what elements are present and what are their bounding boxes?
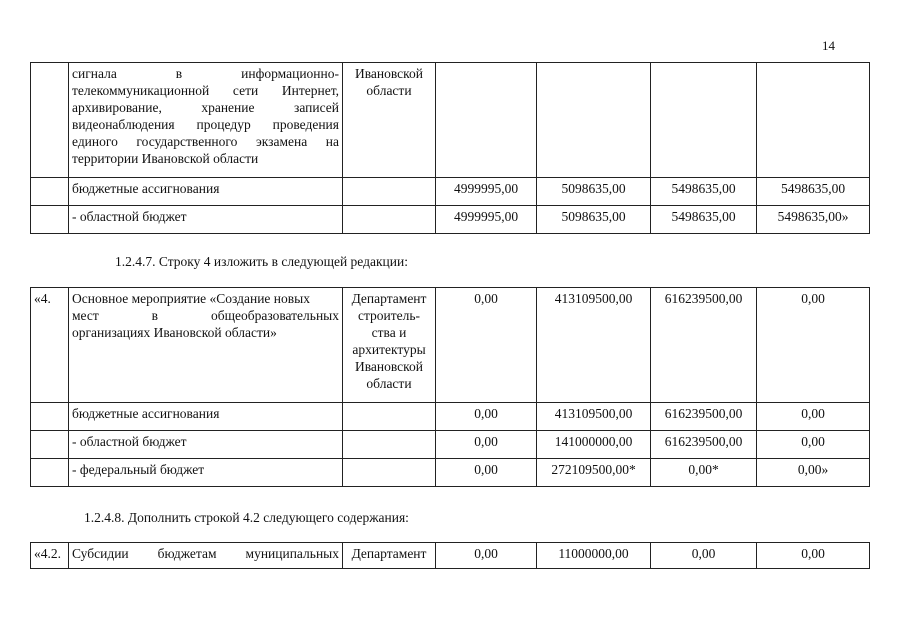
value-cell: 413109500,00 xyxy=(537,403,651,431)
value-cell: 5498635,00 xyxy=(757,178,870,206)
value-cell: 11000000,00 xyxy=(537,543,651,569)
table-row xyxy=(31,459,870,487)
value-cell: 0,00» xyxy=(757,459,870,487)
value-cell: 141000000,00 xyxy=(537,431,651,459)
table-row xyxy=(31,288,870,403)
value-cell: 5498635,00» xyxy=(757,206,870,234)
table-row xyxy=(31,206,870,234)
executor-cell: Ивановской области xyxy=(343,63,436,178)
value-cell: 0,00 xyxy=(436,543,537,569)
row-number-cell xyxy=(31,63,69,178)
budget-table-row-4 xyxy=(30,287,870,487)
value-cell: 0,00 xyxy=(757,543,870,569)
row-label: - областной бюджет xyxy=(69,206,343,234)
table-row xyxy=(31,403,870,431)
value-cell: 616239500,00 xyxy=(651,403,757,431)
row-label: бюджетные ассигнования xyxy=(69,403,343,431)
value-cell: 5098635,00 xyxy=(537,178,651,206)
value-cell: 5498635,00 xyxy=(651,178,757,206)
value-cell: 0,00 xyxy=(436,288,537,403)
activity-description-cell: Субсидии бюджетам муниципальных xyxy=(69,543,343,569)
value-cell: 413109500,00 xyxy=(537,288,651,403)
row-label: - федеральный бюджет xyxy=(69,459,343,487)
budget-table-continuation xyxy=(30,62,870,234)
table-row xyxy=(31,63,870,178)
value-cell: 0,00 xyxy=(757,403,870,431)
executor-cell: Департамент xyxy=(343,543,436,569)
value-cell: 616239500,00 xyxy=(651,431,757,459)
activity-description-cell: Основное мероприятие «Создание новых мест в общеобразовательных организациях Ивановской области» xyxy=(69,288,343,403)
value-cell: 5098635,00 xyxy=(537,206,651,234)
executor-cell: Департамент строитель- ства и архитектуры Ивановской области xyxy=(343,288,436,403)
budget-table-row-4-2 xyxy=(30,542,870,569)
value-cell: 0,00 xyxy=(436,459,537,487)
value-cell: 0,00 xyxy=(757,288,870,403)
activity-description-cell: сигнала в информационно- телекоммуникационной сети Интернет, архивирование, хранение записей видеонаблюдения процедур проведения единого государственного экзамена на территории Ивановской области xyxy=(69,63,343,178)
value-cell: 272109500,00* xyxy=(537,459,651,487)
paragraph-1-2-4-8: 1.2.4.8. Дополнить строкой 4.2 следующего содержания: xyxy=(84,510,409,525)
value-cell: 4999995,00 xyxy=(436,206,537,234)
value-cell: 616239500,00 xyxy=(651,288,757,403)
table-row xyxy=(31,431,870,459)
row-number-cell: «4.2. xyxy=(31,543,69,569)
table-row xyxy=(31,178,870,206)
value-cell: 0,00 xyxy=(436,431,537,459)
page-number: 14 xyxy=(822,38,835,53)
paragraph-1-2-4-7: 1.2.4.7. Строку 4 изложить в следующей редакции: xyxy=(115,254,408,269)
value-cell: 0,00 xyxy=(436,403,537,431)
value-cell: 4999995,00 xyxy=(436,178,537,206)
row-label: - областной бюджет xyxy=(69,431,343,459)
table-row xyxy=(31,543,870,569)
value-cell: 5498635,00 xyxy=(651,206,757,234)
row-label: бюджетные ассигнования xyxy=(69,178,343,206)
row-number-cell: «4. xyxy=(31,288,69,403)
value-cell: 0,00* xyxy=(651,459,757,487)
value-cell: 0,00 xyxy=(651,543,757,569)
value-cell: 0,00 xyxy=(757,431,870,459)
